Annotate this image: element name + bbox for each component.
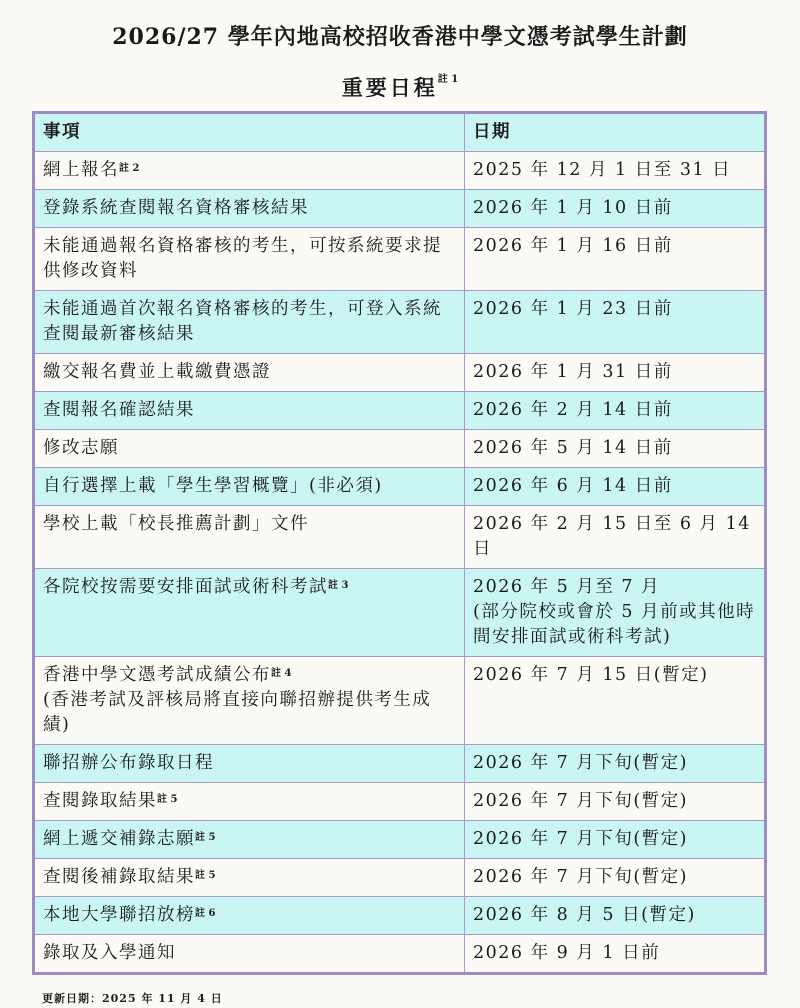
table-row xyxy=(34,897,766,935)
date-text: 2026 年 8 月 5 日(暫定) xyxy=(473,905,696,925)
date-text: 2026 年 7 月 15 日(暫定) xyxy=(473,665,709,685)
document-title: 2026/27 學年內地高校招收香港中學文憑考試學生計劃 xyxy=(112,24,688,50)
item-text: 網上報名 xyxy=(43,160,119,180)
footnote-ref: 註 1 xyxy=(437,74,459,85)
row-date xyxy=(465,228,766,291)
update-date: 更新日期：2025 年 11 月 4 日 xyxy=(42,992,223,1005)
section-title-text: 重要日程 xyxy=(341,75,438,100)
footnote-ref: 註 6 xyxy=(195,908,216,919)
date-text: 2026 年 1 月 10 日前 xyxy=(473,198,673,218)
row-item xyxy=(34,506,465,569)
date-text: 2026 年 7 月下旬(暫定) xyxy=(473,867,689,887)
table-row xyxy=(34,228,766,291)
row-date xyxy=(465,745,766,783)
footnote-ref: 註 4 xyxy=(271,668,292,679)
schedule-table xyxy=(32,111,767,975)
date-extra: (部分院校或會於 5 月前或其他時間安排面試或術科考試) xyxy=(473,602,756,647)
row-item xyxy=(34,291,465,354)
table-row xyxy=(34,354,766,392)
table-row xyxy=(34,392,766,430)
table-row xyxy=(34,152,766,190)
row-date xyxy=(465,506,766,569)
header-date: 日期 xyxy=(465,113,766,152)
row-item xyxy=(34,821,465,859)
table-row xyxy=(34,657,766,745)
item-text: 未能通過首次報名資格審核的考生，可登入系統查閱最新審核結果 xyxy=(43,299,442,344)
table-row xyxy=(34,745,766,783)
item-text: 查閱後補錄取結果 xyxy=(43,867,195,887)
date-text: 2026 年 1 月 23 日前 xyxy=(473,299,673,319)
item-text: 查閱報名確認結果 xyxy=(43,400,195,420)
row-item xyxy=(34,228,465,291)
item-text: 繳交報名費並上載繳費憑證 xyxy=(43,362,271,382)
table-row xyxy=(34,935,766,974)
table-row xyxy=(34,468,766,506)
table-row xyxy=(34,430,766,468)
footnote-ref: 註 3 xyxy=(328,580,349,591)
item-text: 查閱錄取結果 xyxy=(43,791,157,811)
row-date xyxy=(465,897,766,935)
item-text: 學校上載「校長推薦計劃」文件 xyxy=(43,514,309,534)
date-text: 2026 年 2 月 14 日前 xyxy=(473,400,673,420)
row-item xyxy=(34,152,465,190)
table-row xyxy=(34,821,766,859)
date-text: 2026 年 5 月 14 日前 xyxy=(473,438,673,458)
row-item xyxy=(34,745,465,783)
header-item: 事項 xyxy=(34,113,465,152)
item-text: 聯招辦公布錄取日程 xyxy=(43,753,214,773)
footnote-ref: 註 5 xyxy=(195,870,216,881)
footnote-ref: 註 2 xyxy=(119,163,140,174)
footnote-ref: 註 5 xyxy=(157,794,178,805)
footnote-ref: 註 5 xyxy=(195,832,216,843)
row-item xyxy=(34,783,465,821)
row-date xyxy=(465,190,766,228)
row-item xyxy=(34,468,465,506)
table-row xyxy=(34,291,766,354)
table-row xyxy=(34,859,766,897)
date-text: 2026 年 5 月至 7 月 xyxy=(473,577,661,597)
row-date xyxy=(465,152,766,190)
item-text: 香港中學文憑考試成績公布 xyxy=(43,665,271,685)
table-row xyxy=(34,569,766,657)
row-date xyxy=(465,657,766,745)
table-row xyxy=(34,190,766,228)
item-text: 自行選擇上載「學生學習概覽」(非必須) xyxy=(43,476,383,496)
row-date xyxy=(465,291,766,354)
date-text: 2026 年 1 月 16 日前 xyxy=(473,236,673,256)
item-text: 未能通過報名資格審核的考生，可按系統要求提供修改資料 xyxy=(43,236,442,281)
row-date xyxy=(465,935,766,974)
date-text: 2026 年 7 月下旬(暫定) xyxy=(473,829,689,849)
item-text: 網上遞交補錄志願 xyxy=(43,829,195,849)
row-item xyxy=(34,935,465,974)
date-text: 2026 年 1 月 31 日前 xyxy=(473,362,673,382)
item-text: 登錄系統查閱報名資格審核結果 xyxy=(43,198,309,218)
row-date xyxy=(465,468,766,506)
row-date xyxy=(465,569,766,657)
row-date xyxy=(465,821,766,859)
item-text: 各院校按需要安排面試或術科考試 xyxy=(43,577,328,597)
date-text: 2026 年 2 月 15 日至 6 月 14 日 xyxy=(473,514,751,559)
table-header-row xyxy=(34,113,766,152)
date-text: 2026 年 7 月下旬(暫定) xyxy=(473,753,689,773)
date-text: 2026 年 6 月 14 日前 xyxy=(473,476,673,496)
date-text: 2025 年 12 月 1 日至 31 日 xyxy=(473,160,732,180)
item-text: 本地大學聯招放榜 xyxy=(43,905,195,925)
row-item xyxy=(34,354,465,392)
row-item xyxy=(34,190,465,228)
item-text: 錄取及入學通知 xyxy=(43,943,176,963)
date-text: 2026 年 9 月 1 日前 xyxy=(473,943,661,963)
table-row xyxy=(34,506,766,569)
row-item xyxy=(34,859,465,897)
row-date xyxy=(465,430,766,468)
row-item xyxy=(34,897,465,935)
date-text: 2026 年 7 月下旬(暫定) xyxy=(473,791,689,811)
row-item xyxy=(34,657,465,745)
row-item xyxy=(34,392,465,430)
row-date xyxy=(465,392,766,430)
section-title xyxy=(0,72,800,102)
item-text: 修改志願 xyxy=(43,438,119,458)
row-date xyxy=(465,859,766,897)
table-row xyxy=(34,783,766,821)
row-date xyxy=(465,354,766,392)
row-date xyxy=(465,783,766,821)
row-item xyxy=(34,430,465,468)
row-item xyxy=(34,569,465,657)
item-extra: (香港考試及評核局將直接向聯招辦提供考生成績) xyxy=(43,690,432,735)
